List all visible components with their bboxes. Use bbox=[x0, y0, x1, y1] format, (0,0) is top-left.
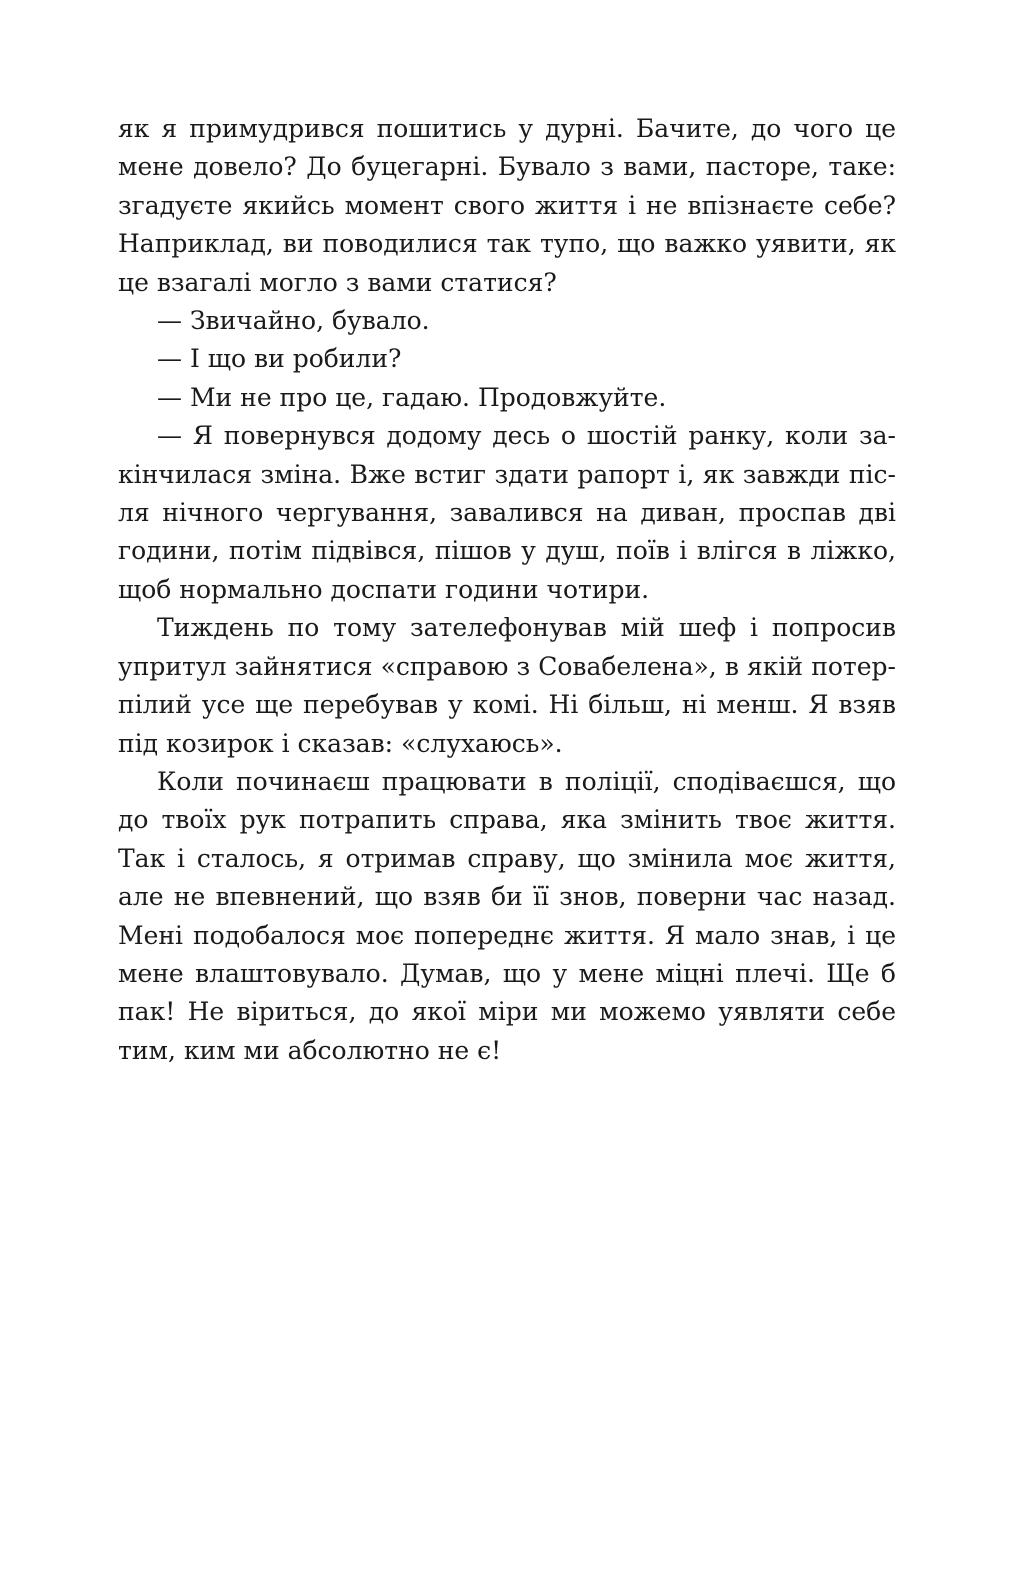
paragraph: Коли починаєш працювати в поліції, сподіваєшся, що до твоїх рук потрапить справа, яка змінить твоє життя. Так і сталось, я отримав справу, що змінила моє життя, але не впевнений, що взяв би її знов, поверни час назад. Мені подобалося моє попереднє життя. Я мало знав, і це мене влаштовувало. Думав, що у мене міцні плечі. Ще б пак! Не віриться, до якої міри ми можемо уявляти себе тим, ким ми абсолютно не є! bbox=[118, 766, 896, 1065]
dialogue-line: — Ми не про це, гадаю. Продовжуйте. bbox=[157, 382, 667, 412]
paragraph: Тиждень по тому зателефонував мій шеф і попросив упритул зайнятися «справою з Совабелена», в якій потерпілий усе ще перебував у комі. Ні більш, ні менш. Я взяв під козирок і сказав: «слухаюсь». bbox=[118, 613, 896, 758]
dialogue-line: — І що ви робили? bbox=[157, 344, 402, 374]
paragraph-continuation: як я примудрився пошитись у дурні. Бачите, до чого це мене довело? До буцегарні. Бувало з вами, пасторе, таке: згадуєте якийсь момент свого життя і не впізнаєте себе? Наприклад, ви поводилися так тупо, що важко уявити, як це взагалі могло з вами статися? bbox=[118, 114, 896, 297]
body-text bbox=[118, 110, 896, 1070]
dialogue-line: — Я повернувся додому десь о шостій ранку, коли закінчилася зміна. Вже встиг здати рапорт і, як завжди після нічного чергування, завалився на диван, проспав дві години, потім підвівся, пішов у душ, поїв і влігся в ліжко, щоб нормально доспати години чотири. bbox=[118, 421, 896, 604]
dialogue-line: — Звичайно, бувало. bbox=[157, 306, 430, 336]
